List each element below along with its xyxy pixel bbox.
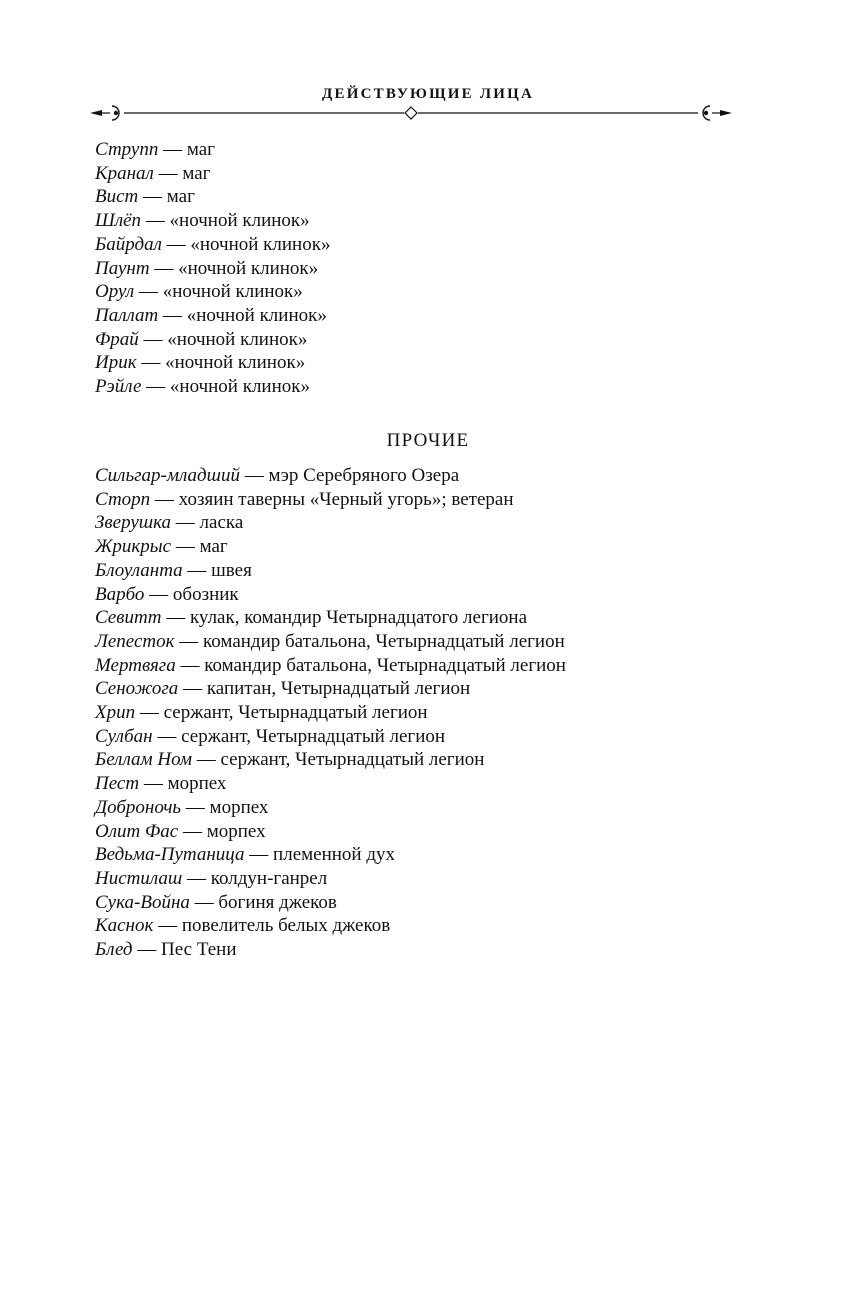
list-item: Байрдал — «ночной клинок» — [95, 233, 331, 255]
list-item: Нистилаш — колдун-ганрел — [95, 867, 328, 889]
list-item: Сулбан — сержант, Четырнадцатый легион — [95, 725, 446, 747]
list-item: Ведьма-Путаница — племенной дух — [95, 844, 396, 866]
list-item: Пест — морпех — [95, 773, 227, 795]
list-item: Сторп — хозяин таверны «Черный угорь»; ветеран — [95, 488, 514, 510]
list-item: Блоуланта — швея — [95, 559, 252, 581]
list-item: Фрай — «ночной клинок» — [95, 328, 308, 350]
list-item: Ирик — «ночной клинок» — [95, 352, 306, 374]
list-item: Лепесток — командир батальона, Четырнадцатый легион — [95, 630, 565, 652]
list-item: Струпп — маг — [95, 139, 215, 160]
list-item: Сеножога — капитан, Четырнадцатый легион — [95, 678, 471, 700]
running-head-title: ДЕЙСТВУЮЩИЕ ЛИЦА — [322, 86, 534, 102]
other-cast-list — [95, 464, 566, 962]
list-item: Блед — Пес Тени — [95, 939, 237, 961]
list-item: Севитт — кулак, командир Четырнадцатого легиона — [95, 607, 528, 629]
list-item: Паллат — «ночной клинок» — [95, 304, 327, 326]
section-title-other: ПРОЧИЕ — [386, 430, 470, 451]
list-item: Сильгар-младший — мэр Серебряного Озера — [95, 465, 460, 486]
list-item: Хрип — сержант, Четырнадцатый легион — [95, 702, 428, 724]
list-item: Жрикрыс — маг — [95, 536, 228, 558]
list-item: Доброночь — морпех — [95, 796, 269, 818]
list-item: Шлёп — «ночной клинок» — [95, 210, 310, 232]
list-item: Паунт — «ночной клинок» — [95, 257, 319, 279]
list-item: Мертвяга — командир батальона, Четырнадцатый легион — [95, 654, 566, 676]
list-item: Каснок — повелитель белых джеков — [95, 915, 391, 937]
list-item: Беллам Ном — сержант, Четырнадцатый легион — [95, 749, 485, 771]
list-item: Зверушка — ласка — [95, 512, 244, 534]
list-item: Варбо — обозник — [95, 583, 239, 605]
ornamental-rule — [88, 103, 734, 123]
list-item: Сука-Война — богиня джеков — [95, 891, 337, 913]
list-item: Вист — маг — [95, 186, 195, 208]
list-item: Рэйле — «ночной клинок» — [95, 376, 311, 398]
list-item: Олит Фас — морпех — [95, 820, 266, 842]
list-item: Орул — «ночной клинок» — [95, 281, 303, 303]
list-item: Кранал — маг — [95, 162, 211, 184]
main-cast-list — [95, 138, 330, 399]
